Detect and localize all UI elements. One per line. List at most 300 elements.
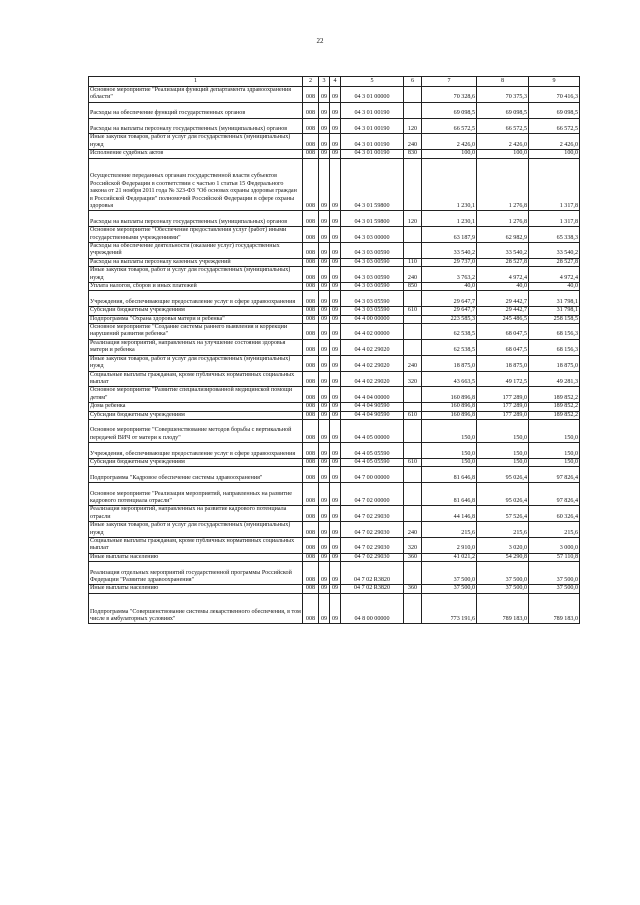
code-ministry: 008 <box>303 102 319 118</box>
amount-year-3: 1 317,8 <box>529 211 580 227</box>
code-target-article: 04 4 02 29020 <box>341 339 404 355</box>
code-target-article: 04 7 02 29030 <box>341 553 404 561</box>
row-name: Иные закупки товаров, работ и услуг для государственных (муниципальных) нужд <box>89 134 303 150</box>
code-subsection: 09 <box>330 102 341 118</box>
code-subsection: 09 <box>330 593 341 624</box>
code-subsection: 09 <box>330 324 341 340</box>
code-section: 09 <box>319 307 330 315</box>
code-section: 09 <box>319 371 330 387</box>
code-target-article: 04 4 05 00000 <box>341 419 404 442</box>
code-ministry: 008 <box>303 283 319 291</box>
row-name: Социальные выплаты гражданам, кроме публичных нормативных социальных выплат <box>89 537 303 553</box>
amount-year-3: 68 156,3 <box>529 339 580 355</box>
amount-year-3: 2 426,0 <box>529 134 580 150</box>
code-expense-type: 240 <box>404 267 422 283</box>
amount-year-1: 37 500,0 <box>422 562 477 585</box>
code-subsection: 09 <box>330 267 341 283</box>
code-target-article: 04 4 02 29020 <box>341 355 404 371</box>
code-target-article: 04 4 04 00000 <box>341 387 404 403</box>
code-expense-type <box>404 158 422 211</box>
amount-year-1: 223 585,3 <box>422 315 477 323</box>
amount-year-2: 789 183,0 <box>477 593 529 624</box>
code-target-article: 04 8 00 00000 <box>341 593 404 624</box>
amount-year-3: 49 281,3 <box>529 371 580 387</box>
amount-year-3: 31 798,1 <box>529 291 580 307</box>
code-subsection: 09 <box>330 371 341 387</box>
amount-year-1: 1 230,1 <box>422 158 477 211</box>
code-ministry: 008 <box>303 227 319 243</box>
amount-year-1: 44 146,8 <box>422 506 477 522</box>
row-name: Подпрограмма "Совершенствование системы лекарственного обеспечения, в том числе в амбулаторных условиях" <box>89 593 303 624</box>
row-name: Дома ребенка <box>89 403 303 411</box>
code-section: 09 <box>319 593 330 624</box>
code-target-article: 04 4 02 29020 <box>341 371 404 387</box>
code-section: 09 <box>319 467 330 483</box>
amount-year-2: 37 500,0 <box>477 585 529 593</box>
amount-year-1: 215,6 <box>422 522 477 538</box>
code-expense-type: 610 <box>404 307 422 315</box>
amount-year-1: 3 763,2 <box>422 267 477 283</box>
code-section: 09 <box>319 419 330 442</box>
amount-year-1: 69 098,5 <box>422 102 477 118</box>
amount-year-1: 150,0 <box>422 443 477 459</box>
code-expense-type: 120 <box>404 211 422 227</box>
code-ministry: 008 <box>303 522 319 538</box>
code-target-article: 04 3 03 00590 <box>341 283 404 291</box>
table-row <box>89 267 580 283</box>
amount-year-1: 29 737,0 <box>422 258 477 266</box>
header-row <box>89 77 580 87</box>
code-subsection: 09 <box>330 403 341 411</box>
amount-year-2: 177 289,0 <box>477 403 529 411</box>
code-section: 09 <box>319 339 330 355</box>
code-ministry: 008 <box>303 211 319 227</box>
amount-year-2: 150,0 <box>477 443 529 459</box>
amount-year-2: 150,0 <box>477 419 529 442</box>
code-ministry: 008 <box>303 291 319 307</box>
code-expense-type <box>404 291 422 307</box>
code-expense-type <box>404 102 422 118</box>
amount-year-3: 37 500,0 <box>529 562 580 585</box>
row-name: Подпрограмма "Кадровое обеспечение системы здравоохранения" <box>89 467 303 483</box>
row-name: Основное мероприятие "Совершенствование методов борьбы с вертикальной передачей ВИЧ от матери к плоду" <box>89 419 303 442</box>
code-ministry: 008 <box>303 307 319 315</box>
code-section: 09 <box>319 211 330 227</box>
code-expense-type: 830 <box>404 150 422 158</box>
code-target-article: 04 4 04 90590 <box>341 411 404 419</box>
code-ministry: 008 <box>303 258 319 266</box>
table-row <box>89 593 580 624</box>
amount-year-3: 60 326,4 <box>529 506 580 522</box>
amount-year-2: 40,0 <box>477 283 529 291</box>
code-target-article: 04 3 03 05590 <box>341 307 404 315</box>
amount-year-1: 160 896,8 <box>422 411 477 419</box>
code-subsection: 09 <box>330 307 341 315</box>
code-section: 09 <box>319 267 330 283</box>
row-name: Осуществление переданных органам государственной власти субъектов Российской Федерации в соответствии с частью 1 статьи 15 Федерального закона от 21 ноября 2011 года № 323-ФЗ "Об основах охраны здоровья граждан в Российской Федерации" полномочий Российской Федерации в сфере охраны здоровья <box>89 158 303 211</box>
amount-year-2: 68 047,5 <box>477 339 529 355</box>
code-target-article: 04 7 02 R3820 <box>341 585 404 593</box>
code-ministry: 008 <box>303 315 319 323</box>
amount-year-1: 43 663,5 <box>422 371 477 387</box>
code-ministry: 008 <box>303 371 319 387</box>
code-section: 09 <box>319 585 330 593</box>
amount-year-3: 215,6 <box>529 522 580 538</box>
code-section: 09 <box>319 355 330 371</box>
code-ministry: 008 <box>303 324 319 340</box>
amount-year-1: 62 538,5 <box>422 324 477 340</box>
row-name: Субсидии бюджетным учреждениям <box>89 307 303 315</box>
amount-year-2: 49 172,5 <box>477 371 529 387</box>
amount-year-2: 95 026,4 <box>477 467 529 483</box>
code-ministry: 008 <box>303 419 319 442</box>
amount-year-3: 33 540,2 <box>529 243 580 259</box>
code-subsection: 09 <box>330 467 341 483</box>
code-expense-type: 320 <box>404 371 422 387</box>
code-target-article: 04 3 03 00590 <box>341 243 404 259</box>
amount-year-3: 69 098,5 <box>529 102 580 118</box>
code-section: 09 <box>319 553 330 561</box>
table-row <box>89 355 580 371</box>
code-ministry: 008 <box>303 339 319 355</box>
table-row <box>89 562 580 585</box>
table-row <box>89 443 580 459</box>
column-header: 5 <box>341 77 404 87</box>
table-row <box>89 158 580 211</box>
column-header: 9 <box>529 77 580 87</box>
code-expense-type <box>404 562 422 585</box>
code-subsection: 09 <box>330 355 341 371</box>
code-ministry: 008 <box>303 150 319 158</box>
code-expense-type: 360 <box>404 553 422 561</box>
column-header: 3 <box>319 77 330 87</box>
amount-year-1: 150,0 <box>422 419 477 442</box>
column-header: 6 <box>404 77 422 87</box>
amount-year-3: 258 158,5 <box>529 315 580 323</box>
code-section: 09 <box>319 102 330 118</box>
amount-year-3: 66 572,5 <box>529 118 580 134</box>
amount-year-3: 189 852,2 <box>529 411 580 419</box>
amount-year-1: 29 647,7 <box>422 307 477 315</box>
amount-year-1: 81 646,8 <box>422 467 477 483</box>
code-target-article: 04 7 02 29030 <box>341 522 404 538</box>
code-subsection: 09 <box>330 443 341 459</box>
code-section: 09 <box>319 537 330 553</box>
row-name: Социальные выплаты гражданам, кроме публичных нормативных социальных выплат <box>89 371 303 387</box>
page-number: 22 <box>316 37 324 45</box>
amount-year-1: 100,0 <box>422 150 477 158</box>
amount-year-2: 3 020,0 <box>477 537 529 553</box>
code-subsection: 09 <box>330 506 341 522</box>
code-target-article: 04 3 01 00190 <box>341 150 404 158</box>
code-target-article: 04 4 00 00000 <box>341 315 404 323</box>
amount-year-1: 18 875,0 <box>422 355 477 371</box>
code-subsection: 09 <box>330 483 341 506</box>
code-subsection: 09 <box>330 150 341 158</box>
table-row <box>89 307 580 315</box>
code-subsection: 09 <box>330 243 341 259</box>
row-name: Подпрограмма "Охрана здоровья матери и ребенка" <box>89 315 303 323</box>
amount-year-3: 40,0 <box>529 283 580 291</box>
code-expense-type <box>404 339 422 355</box>
table-row <box>89 324 580 340</box>
code-expense-type <box>404 483 422 506</box>
code-section: 09 <box>319 283 330 291</box>
amount-year-1: 63 187,9 <box>422 227 477 243</box>
row-name: Расходы на выплаты персоналу государственных (муниципальных) органов <box>89 118 303 134</box>
code-section: 09 <box>319 443 330 459</box>
table-row <box>89 283 580 291</box>
amount-year-1: 29 647,7 <box>422 291 477 307</box>
row-name: Основное мероприятие "Реализация функций департамента здравоохранения области" <box>89 87 303 103</box>
amount-year-1: 2 910,0 <box>422 537 477 553</box>
amount-year-1: 2 426,0 <box>422 134 477 150</box>
code-expense-type <box>404 324 422 340</box>
amount-year-3: 28 527,8 <box>529 258 580 266</box>
amount-year-3: 57 110,8 <box>529 553 580 561</box>
amount-year-3: 150,0 <box>529 458 580 466</box>
code-expense-type: 110 <box>404 258 422 266</box>
row-name: Реализация мероприятий, направленных на улучшение состояния здоровья матери и ребенка <box>89 339 303 355</box>
code-section: 09 <box>319 506 330 522</box>
row-name: Исполнение судебных актов <box>89 150 303 158</box>
amount-year-3: 1 317,8 <box>529 158 580 211</box>
amount-year-1: 33 540,2 <box>422 243 477 259</box>
code-target-article: 04 7 00 00000 <box>341 467 404 483</box>
code-expense-type: 120 <box>404 118 422 134</box>
row-name: Расходы на обеспечение деятельности (оказание услуг) государственных учреждений <box>89 243 303 259</box>
table-row <box>89 403 580 411</box>
code-ministry: 008 <box>303 458 319 466</box>
code-target-article: 04 7 02 R3820 <box>341 562 404 585</box>
code-expense-type: 610 <box>404 411 422 419</box>
code-target-article: 04 3 03 00590 <box>341 267 404 283</box>
amount-year-3: 150,0 <box>529 443 580 459</box>
code-target-article: 04 3 03 00000 <box>341 227 404 243</box>
code-subsection: 09 <box>330 553 341 561</box>
table-row <box>89 387 580 403</box>
row-name: Основное мероприятие "Обеспечение предоставления услуг (работ) иными государственными учреждениями" <box>89 227 303 243</box>
amount-year-2: 1 276,8 <box>477 211 529 227</box>
table-row <box>89 522 580 538</box>
row-name: Расходы на выплаты персоналу государственных (муниципальных) органов <box>89 211 303 227</box>
amount-year-2: 37 500,0 <box>477 562 529 585</box>
amount-year-3: 189 852,2 <box>529 387 580 403</box>
amount-year-2: 245 486,5 <box>477 315 529 323</box>
row-name: Субсидии бюджетным учреждениям <box>89 458 303 466</box>
amount-year-3: 189 852,2 <box>529 403 580 411</box>
amount-year-3: 789 183,0 <box>529 593 580 624</box>
code-section: 09 <box>319 291 330 307</box>
table-row <box>89 102 580 118</box>
code-target-article: 04 3 01 59800 <box>341 211 404 227</box>
amount-year-2: 100,0 <box>477 150 529 158</box>
table-row <box>89 315 580 323</box>
code-target-article: 04 3 01 59800 <box>341 158 404 211</box>
code-ministry: 008 <box>303 467 319 483</box>
code-section: 09 <box>319 458 330 466</box>
code-target-article: 04 4 05 05590 <box>341 443 404 459</box>
code-expense-type <box>404 593 422 624</box>
code-subsection: 09 <box>330 258 341 266</box>
column-header: 7 <box>422 77 477 87</box>
code-expense-type <box>404 243 422 259</box>
budget-table <box>88 76 580 624</box>
amount-year-2: 95 026,4 <box>477 483 529 506</box>
amount-year-3: 3 000,0 <box>529 537 580 553</box>
code-ministry: 008 <box>303 506 319 522</box>
amount-year-2: 4 972,4 <box>477 267 529 283</box>
row-name: Уплата налогов, сборов и иных платежей <box>89 283 303 291</box>
code-section: 09 <box>319 562 330 585</box>
code-subsection: 09 <box>330 339 341 355</box>
amount-year-3: 65 338,3 <box>529 227 580 243</box>
amount-year-3: 4 972,4 <box>529 267 580 283</box>
amount-year-2: 33 540,2 <box>477 243 529 259</box>
row-name: Учреждения, обеспечивающие предоставление услуг в сфере здравоохранения <box>89 443 303 459</box>
code-expense-type <box>404 227 422 243</box>
code-ministry: 008 <box>303 118 319 134</box>
amount-year-1: 160 896,8 <box>422 387 477 403</box>
code-subsection: 09 <box>330 458 341 466</box>
table-row <box>89 339 580 355</box>
table-row <box>89 87 580 103</box>
amount-year-2: 177 289,0 <box>477 411 529 419</box>
code-expense-type <box>404 419 422 442</box>
row-name: Реализация мероприятий, направленных на развитие кадрового потенциала отрасли <box>89 506 303 522</box>
column-header: 1 <box>89 77 303 87</box>
code-expense-type: 850 <box>404 283 422 291</box>
amount-year-1: 150,0 <box>422 458 477 466</box>
amount-year-2: 29 442,7 <box>477 291 529 307</box>
code-subsection: 09 <box>330 291 341 307</box>
column-header: 4 <box>330 77 341 87</box>
amount-year-2: 68 047,5 <box>477 324 529 340</box>
amount-year-3: 31 798,1 <box>529 307 580 315</box>
code-target-article: 04 7 02 00000 <box>341 483 404 506</box>
code-section: 09 <box>319 315 330 323</box>
code-subsection: 09 <box>330 211 341 227</box>
code-subsection: 09 <box>330 419 341 442</box>
code-section: 09 <box>319 150 330 158</box>
table-row <box>89 537 580 553</box>
code-ministry: 008 <box>303 134 319 150</box>
code-section: 09 <box>319 483 330 506</box>
code-subsection: 09 <box>330 283 341 291</box>
code-target-article: 04 3 03 00590 <box>341 258 404 266</box>
table-row <box>89 419 580 442</box>
row-name: Иные закупки товаров, работ и услуг для государственных (муниципальных) нужд <box>89 522 303 538</box>
code-subsection: 09 <box>330 411 341 419</box>
row-name: Иные закупки товаров, работ и услуг для государственных (муниципальных) нужд <box>89 355 303 371</box>
amount-year-3: 18 875,0 <box>529 355 580 371</box>
column-header: 2 <box>303 77 319 87</box>
row-name: Реализация отдельных мероприятий государственной программы Российской Федерации "Развитие здравоохранения" <box>89 562 303 585</box>
amount-year-2: 28 527,8 <box>477 258 529 266</box>
code-target-article: 04 7 02 29030 <box>341 506 404 522</box>
code-expense-type: 240 <box>404 134 422 150</box>
table-row <box>89 134 580 150</box>
code-target-article: 04 4 02 00000 <box>341 324 404 340</box>
amount-year-2: 66 572,5 <box>477 118 529 134</box>
code-section: 09 <box>319 243 330 259</box>
code-expense-type: 240 <box>404 355 422 371</box>
amount-year-2: 215,6 <box>477 522 529 538</box>
code-ministry: 008 <box>303 387 319 403</box>
code-target-article: 04 3 01 00190 <box>341 134 404 150</box>
code-target-article: 04 3 01 00190 <box>341 102 404 118</box>
code-target-article: 04 3 01 00000 <box>341 87 404 103</box>
code-ministry: 008 <box>303 553 319 561</box>
code-target-article: 04 3 03 05590 <box>341 291 404 307</box>
table-row <box>89 211 580 227</box>
table-row <box>89 585 580 593</box>
row-name: Расходы на выплаты персоналу казенных учреждений <box>89 258 303 266</box>
column-header: 8 <box>477 77 529 87</box>
code-section: 09 <box>319 403 330 411</box>
code-expense-type <box>404 315 422 323</box>
code-section: 09 <box>319 158 330 211</box>
amount-year-1: 41 021,2 <box>422 553 477 561</box>
amount-year-2: 150,0 <box>477 458 529 466</box>
table-row <box>89 411 580 419</box>
code-subsection: 09 <box>330 134 341 150</box>
amount-year-1: 773 191,6 <box>422 593 477 624</box>
code-expense-type: 240 <box>404 522 422 538</box>
amount-year-3: 68 156,3 <box>529 324 580 340</box>
amount-year-2: 1 276,8 <box>477 158 529 211</box>
code-section: 09 <box>319 324 330 340</box>
code-ministry: 008 <box>303 267 319 283</box>
amount-year-1: 66 572,5 <box>422 118 477 134</box>
amount-year-3: 97 826,4 <box>529 483 580 506</box>
code-ministry: 008 <box>303 403 319 411</box>
amount-year-1: 37 500,0 <box>422 585 477 593</box>
code-subsection: 09 <box>330 387 341 403</box>
code-expense-type <box>404 403 422 411</box>
table-row <box>89 291 580 307</box>
code-ministry: 008 <box>303 537 319 553</box>
amount-year-2: 62 982,9 <box>477 227 529 243</box>
amount-year-1: 160 896,8 <box>422 403 477 411</box>
table-row <box>89 118 580 134</box>
amount-year-1: 70 328,6 <box>422 87 477 103</box>
row-name: Основное мероприятие "Реализация мероприятий, направленных на развитие кадрового потенциала отрасли" <box>89 483 303 506</box>
code-subsection: 09 <box>330 158 341 211</box>
code-subsection: 09 <box>330 87 341 103</box>
code-section: 09 <box>319 134 330 150</box>
amount-year-1: 81 646,8 <box>422 483 477 506</box>
code-expense-type <box>404 506 422 522</box>
code-expense-type <box>404 87 422 103</box>
table-row <box>89 553 580 561</box>
row-name: Расходы на обеспечение функций государственных органов <box>89 102 303 118</box>
code-expense-type: 610 <box>404 458 422 466</box>
table-row <box>89 458 580 466</box>
table-row <box>89 243 580 259</box>
code-ministry: 008 <box>303 87 319 103</box>
row-name: Иные выплаты населению <box>89 553 303 561</box>
amount-year-2: 69 098,5 <box>477 102 529 118</box>
table-row <box>89 258 580 266</box>
amount-year-2: 2 426,0 <box>477 134 529 150</box>
code-ministry: 008 <box>303 158 319 211</box>
amount-year-2: 29 442,7 <box>477 307 529 315</box>
code-section: 09 <box>319 387 330 403</box>
amount-year-3: 37 500,0 <box>529 585 580 593</box>
code-subsection: 09 <box>330 537 341 553</box>
code-subsection: 09 <box>330 227 341 243</box>
